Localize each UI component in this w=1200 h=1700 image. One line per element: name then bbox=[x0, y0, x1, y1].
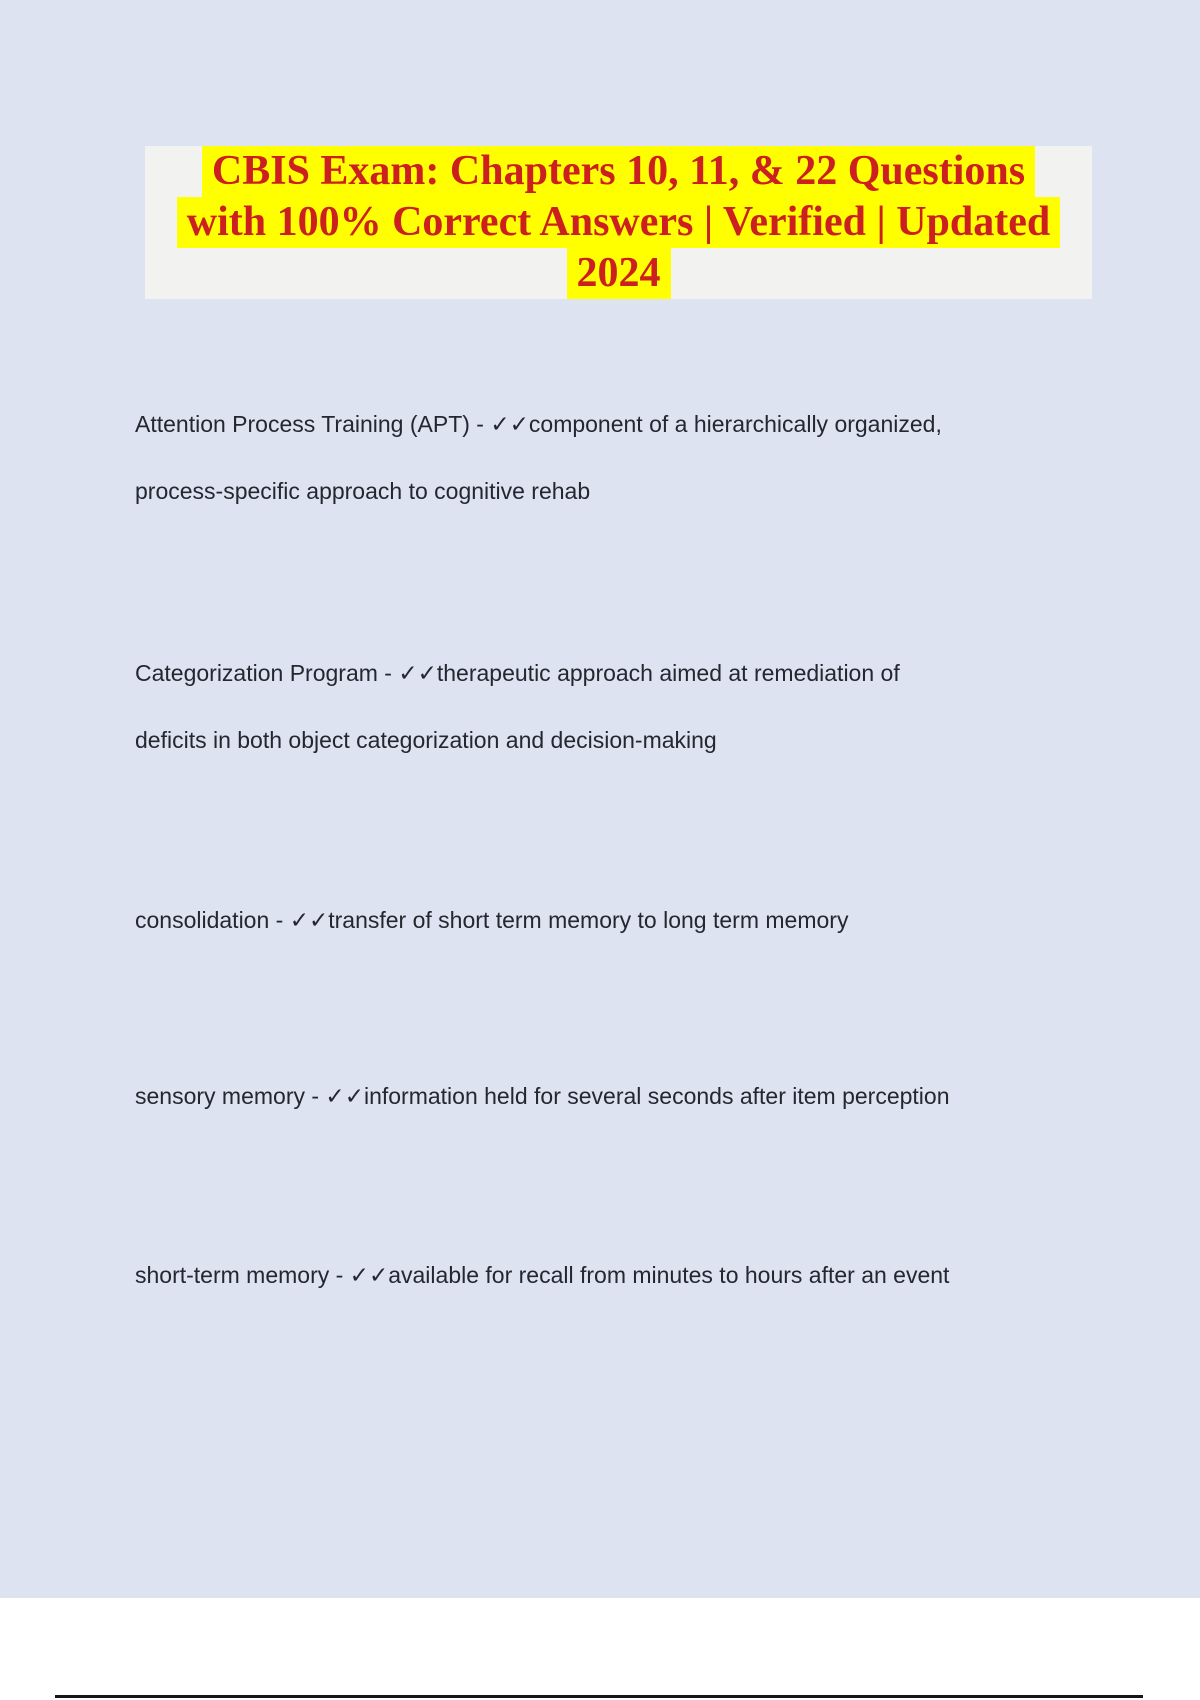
qa-item bbox=[135, 391, 1095, 525]
qa-line: process-specific approach to cognitive rehab bbox=[135, 478, 591, 504]
footer-rule bbox=[55, 1695, 1143, 1698]
title-line bbox=[145, 146, 1092, 197]
qa-line: consolidation - ✓✓transfer of short term memory to long term memory bbox=[135, 907, 849, 933]
qa-line: short-term memory - ✓✓available for recall from minutes to hours after an event bbox=[135, 1262, 950, 1288]
title-highlight: 2024 bbox=[567, 248, 671, 299]
qa-item bbox=[135, 640, 1095, 774]
qa-line: deficits in both object categorization and decision-making bbox=[135, 727, 717, 753]
qa-line: Attention Process Training (APT) - ✓✓component of a hierarchically organized, bbox=[135, 411, 942, 437]
title-highlight: with 100% Correct Answers | Verified | Updated bbox=[177, 197, 1061, 248]
page-bottom-margin bbox=[0, 1598, 1200, 1700]
title-line bbox=[145, 197, 1092, 248]
title-highlight: CBIS Exam: Chapters 10, 11, & 22 Questions bbox=[202, 146, 1035, 197]
qa-item bbox=[135, 887, 1095, 954]
qa-line: sensory memory - ✓✓information held for several seconds after item perception bbox=[135, 1083, 950, 1109]
title-block bbox=[145, 146, 1092, 299]
qa-item bbox=[135, 1063, 1095, 1130]
title-line bbox=[145, 248, 1092, 299]
qa-line: Categorization Program - ✓✓therapeutic approach aimed at remediation of bbox=[135, 660, 900, 686]
qa-item bbox=[135, 1242, 1095, 1309]
